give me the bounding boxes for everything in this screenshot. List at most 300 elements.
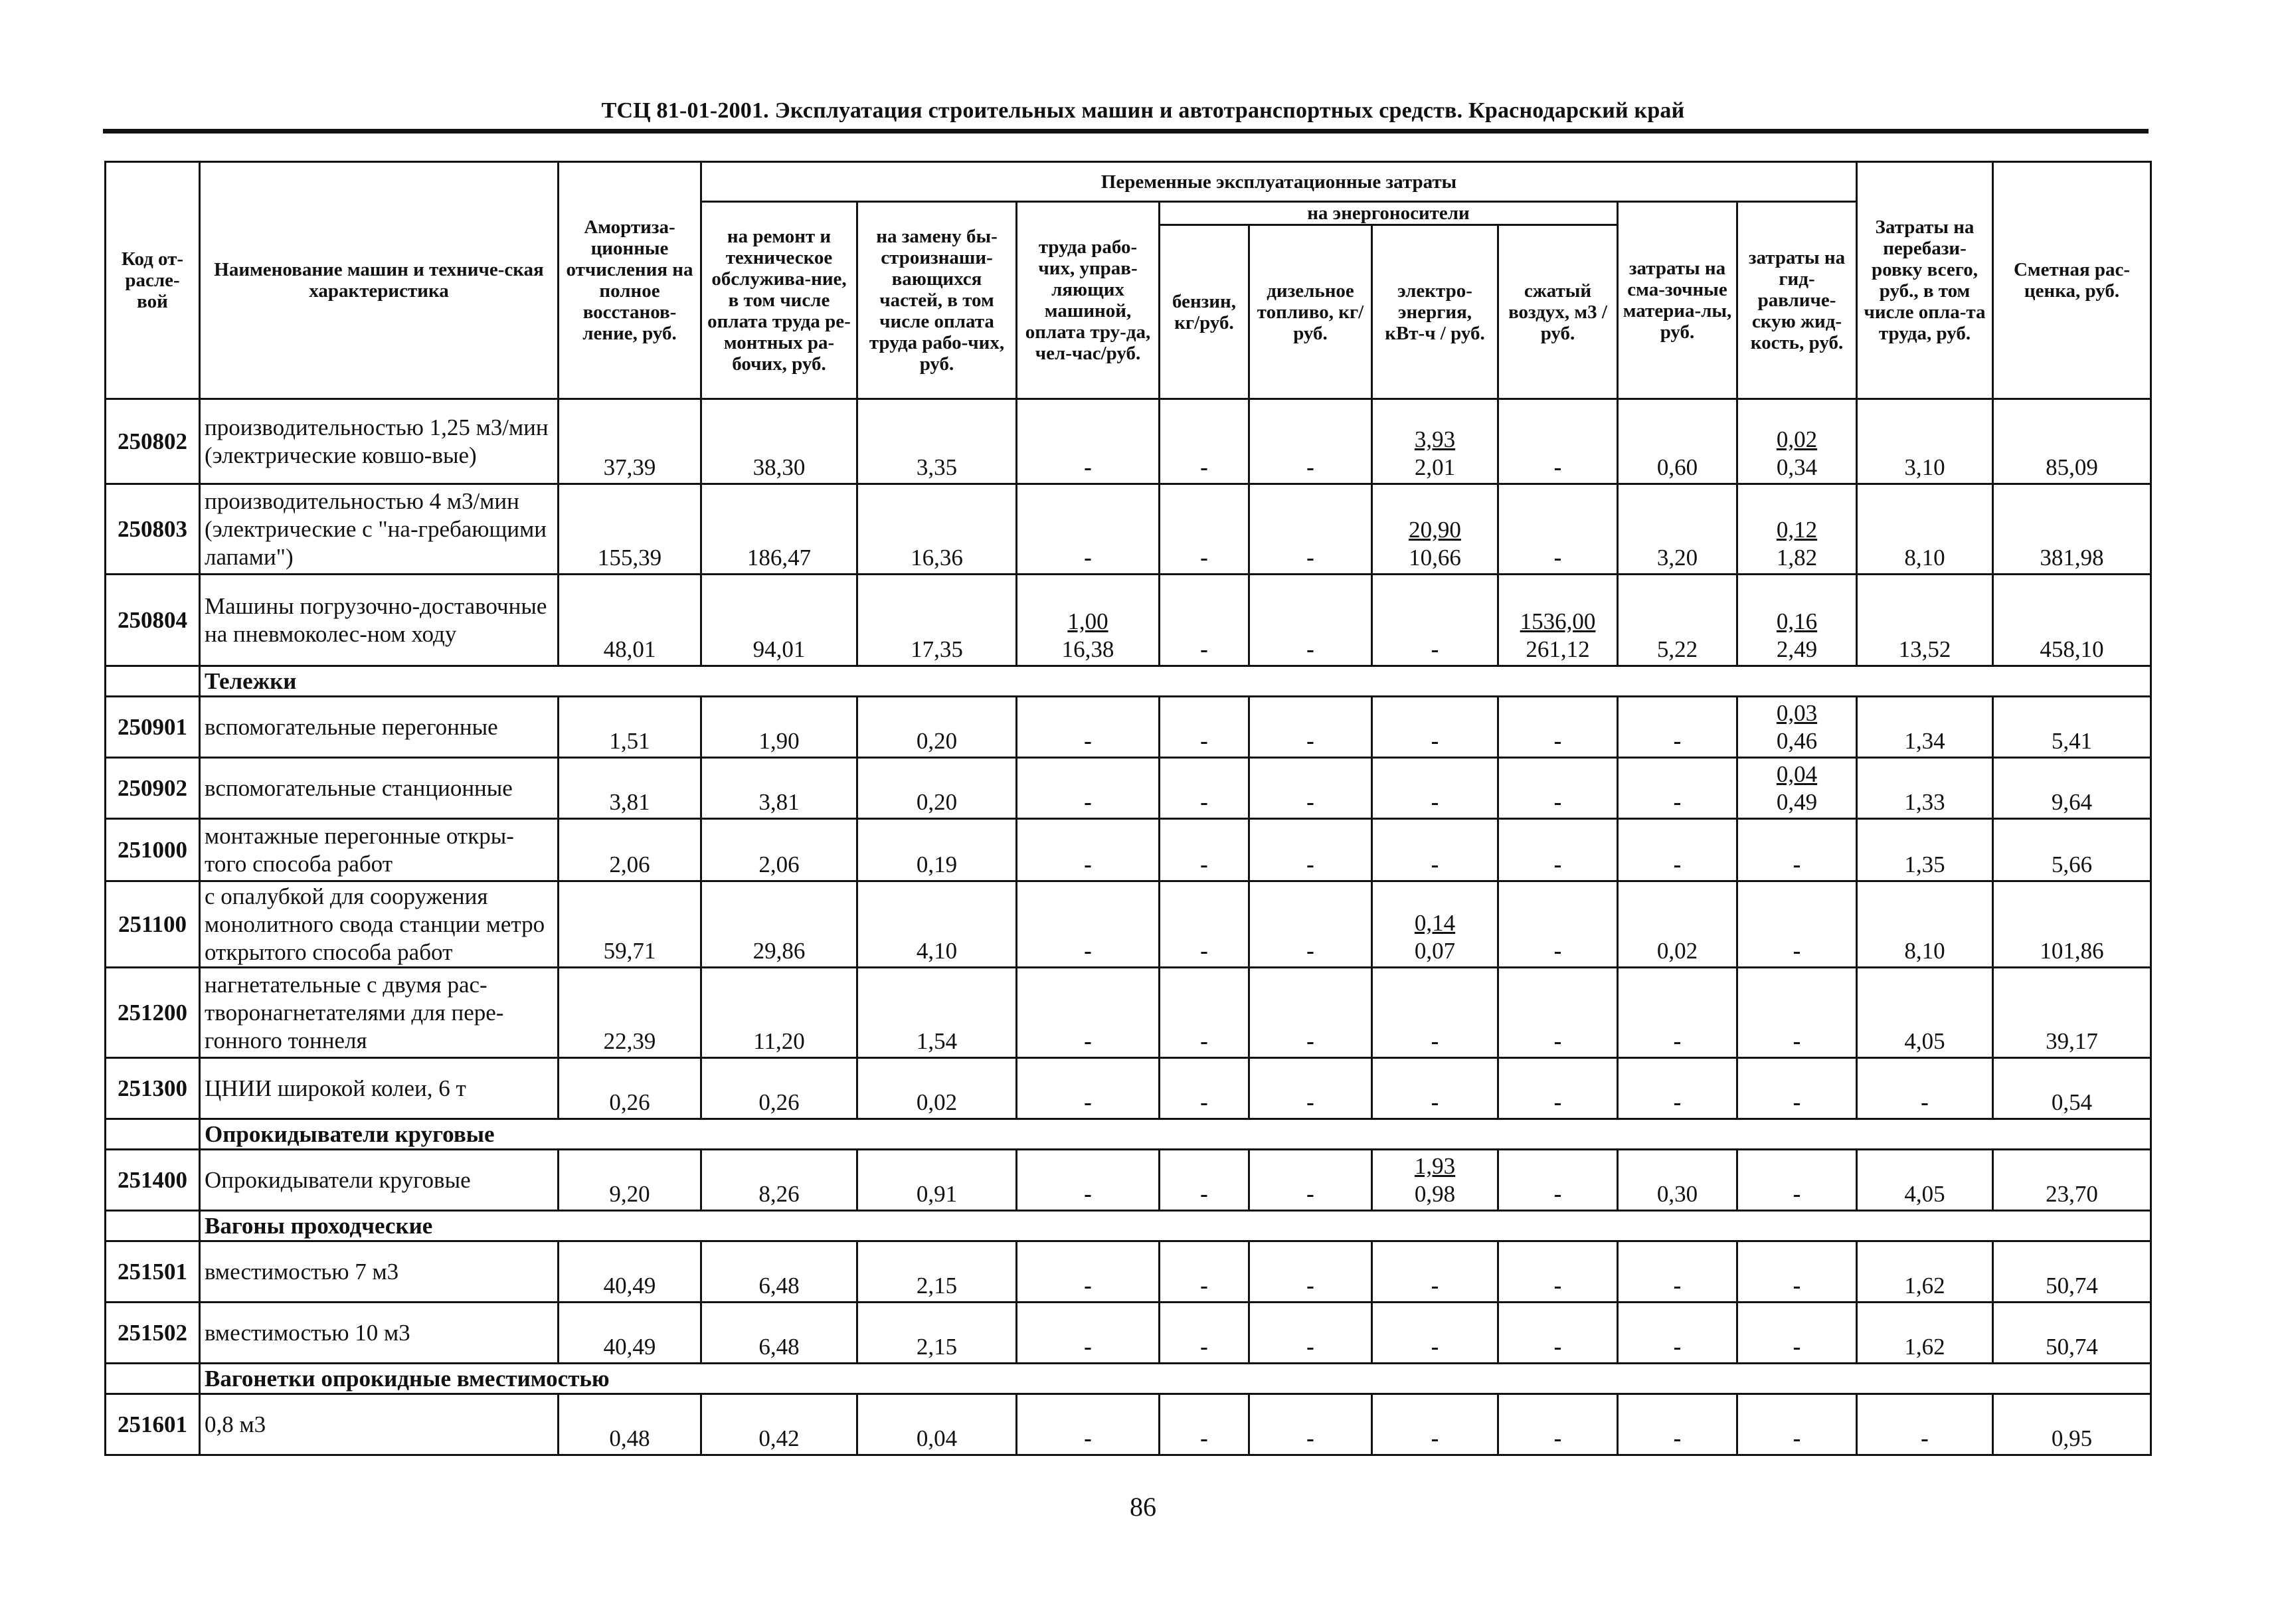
cell-hydraulic [1737, 819, 1857, 881]
cell-value: 0,91 [916, 1181, 958, 1207]
cell-value: - [1306, 728, 1314, 754]
cell-value: - [1553, 1425, 1562, 1451]
cell-value: 6,48 [758, 1273, 800, 1299]
cell-code: 251200 [106, 968, 200, 1058]
cell-value: 458,10 [2040, 636, 2104, 662]
cell-value: - [1306, 852, 1314, 877]
table-row [106, 1241, 2151, 1303]
cell-value: - [1200, 1028, 1208, 1054]
cell-relocation [1857, 881, 1993, 968]
cell-petrol [1160, 1303, 1249, 1364]
cell-name: производительностью 4 м3/мин (электрические с "на-гребающими лапами") [200, 484, 559, 575]
cell-value: 9,20 [609, 1181, 650, 1207]
cost-value: 10,66 [1409, 545, 1461, 571]
cell-value: - [1793, 1425, 1801, 1451]
cell-diesel [1249, 1150, 1372, 1211]
cell-amort [559, 484, 701, 575]
cell-repair [701, 819, 857, 881]
cell-value: 0,19 [916, 852, 958, 877]
cell-value: 1,35 [1904, 852, 1945, 877]
cell-value: - [1306, 636, 1314, 662]
cell-value: 94,01 [752, 636, 806, 662]
cell-estimate [1993, 399, 2151, 484]
cell-value: 1,54 [916, 1028, 958, 1054]
cell-value: - [1084, 545, 1092, 571]
cell-value: 1,62 [1904, 1273, 1945, 1299]
cell-value: - [1793, 938, 1801, 964]
cell-value: - [1200, 636, 1208, 662]
cell-value: - [1793, 1028, 1801, 1054]
cell-value: 13,52 [1898, 636, 1951, 662]
cell-estimate [1993, 1394, 2151, 1455]
cell-value: 2,15 [916, 1273, 958, 1299]
cell-labor [1017, 819, 1160, 881]
cell-value: - [1673, 1334, 1682, 1360]
cell-hydraulic [1737, 1303, 1857, 1364]
cell-diesel [1249, 575, 1372, 666]
table-row [106, 881, 2151, 968]
cell-value: - [1200, 1089, 1208, 1115]
cost-value: 16,38 [1061, 636, 1114, 662]
cell-value: 0,30 [1656, 1181, 1698, 1207]
norm-value: 0,03 [1776, 700, 1818, 726]
cell-relocation [1857, 1394, 1993, 1455]
section-title: Тележки [200, 666, 2151, 697]
cell-diesel [1249, 1241, 1372, 1303]
cell-relocation [1857, 399, 1993, 484]
table-row [106, 968, 2151, 1058]
cell-code: 250803 [106, 484, 200, 575]
cell-name: вспомогательные станционные [200, 758, 559, 819]
norm-value: 0,12 [1776, 517, 1818, 543]
cell-repair [701, 1058, 857, 1119]
cell-value: 5,66 [2051, 852, 2093, 877]
page-number: 86 [1130, 1492, 1156, 1522]
cell-repair [701, 1241, 857, 1303]
cell-name: монтажные перегонные откры-того способа работ [200, 819, 559, 881]
cell-estimate [1993, 1241, 2151, 1303]
cell-estimate [1993, 1150, 2151, 1211]
cost-value: 0,98 [1414, 1181, 1456, 1207]
cell-value: 0,20 [916, 728, 958, 754]
cell-parts [857, 1241, 1017, 1303]
cell-value: 3,10 [1904, 454, 1945, 480]
cell-hydraulic [1737, 484, 1857, 575]
cell-value: - [1673, 1089, 1682, 1115]
cell-value: 186,47 [747, 545, 812, 571]
cell-value: - [1084, 938, 1092, 964]
cell-value: - [1200, 1425, 1208, 1451]
cell-value: - [1553, 1181, 1562, 1207]
cell-air [1498, 758, 1618, 819]
cell-parts [857, 968, 1017, 1058]
cell-lubricants [1618, 1303, 1737, 1364]
cell-relocation [1857, 819, 1993, 881]
cell-value: 4,05 [1904, 1028, 1945, 1054]
cell-repair [701, 1150, 857, 1211]
cell-relocation [1857, 1241, 1993, 1303]
cell-repair [701, 758, 857, 819]
cell-parts [857, 484, 1017, 575]
cell-value: 23,70 [2046, 1181, 2098, 1207]
cell-estimate [1993, 968, 2151, 1058]
cell-value: - [1673, 1425, 1682, 1451]
cell-electric [1372, 968, 1498, 1058]
cell-relocation [1857, 968, 1993, 1058]
cell-value: - [1553, 1334, 1562, 1360]
cell-hydraulic [1737, 1241, 1857, 1303]
cell-amort [559, 968, 701, 1058]
cell-hydraulic [1737, 1394, 1857, 1455]
norm-value: 20,90 [1409, 517, 1461, 543]
cell-parts [857, 819, 1017, 881]
cell-parts [857, 697, 1017, 758]
cell-value: 1,62 [1904, 1334, 1945, 1360]
cell-hydraulic [1737, 758, 1857, 819]
cell-petrol [1160, 758, 1249, 819]
cell-labor [1017, 1394, 1160, 1455]
cell-value: 9,64 [2051, 789, 2093, 815]
cell-value: 59,71 [603, 938, 656, 964]
cell-electric [1372, 1150, 1498, 1211]
cell-lubricants [1618, 819, 1737, 881]
cell-value: - [1431, 1425, 1439, 1451]
table-row [106, 399, 2151, 484]
col-header-diesel: дизельное топливо, кг/руб. [1249, 225, 1372, 399]
cell-value: - [1793, 1273, 1801, 1299]
col-header-energy-group: на энергоносители [1160, 202, 1618, 225]
norm-value: 0,16 [1776, 608, 1818, 634]
cell-value: 38,30 [752, 454, 806, 480]
cell-value: 0,95 [2051, 1425, 2093, 1451]
cell-value: - [1553, 728, 1562, 754]
cell-parts [857, 881, 1017, 968]
cell-value: - [1306, 1334, 1314, 1360]
cell-value: - [1553, 1089, 1562, 1115]
col-header-hydraulic: затраты на гид-равличе-скую жид-кость, руб. [1737, 202, 1857, 399]
cell-value: - [1431, 636, 1439, 662]
cell-estimate [1993, 1303, 2151, 1364]
cell-value: - [1200, 1334, 1208, 1360]
cell-value: 0,04 [916, 1425, 958, 1451]
cell-hydraulic [1737, 399, 1857, 484]
cell-labor [1017, 399, 1160, 484]
cell-name: вместимостью 7 м3 [200, 1241, 559, 1303]
cell-labor [1017, 575, 1160, 666]
table-row [106, 1394, 2151, 1455]
table-row [106, 819, 2151, 881]
cell-relocation [1857, 1303, 1993, 1364]
cell-amort [559, 881, 701, 968]
cell-value: - [1673, 852, 1682, 877]
cell-value: 39,17 [2046, 1028, 2098, 1054]
cell-value: 2,06 [609, 852, 650, 877]
cell-labor [1017, 758, 1160, 819]
cell-name: вспомогательные перегонные [200, 697, 559, 758]
cell-value: - [1673, 789, 1682, 815]
cell-air [1498, 575, 1618, 666]
cell-repair [701, 1394, 857, 1455]
cell-hydraulic [1737, 1058, 1857, 1119]
cell-value: 8,10 [1904, 545, 1945, 571]
cell-value: 17,35 [911, 636, 963, 662]
cell-value: 4,05 [1904, 1181, 1945, 1207]
col-header-air: сжатый воздух, м3 / руб. [1498, 225, 1618, 399]
cell-lubricants [1618, 697, 1737, 758]
cell-estimate [1993, 758, 2151, 819]
cell-value: - [1431, 1089, 1439, 1115]
cell-value: 8,10 [1904, 938, 1945, 964]
cell-amort [559, 575, 701, 666]
table-body [106, 399, 2151, 1455]
section-row [106, 1364, 2151, 1394]
cell-value: - [1431, 1028, 1439, 1054]
cell-hydraulic [1737, 697, 1857, 758]
section-code-blank [106, 1364, 200, 1394]
cell-value: - [1306, 545, 1314, 571]
col-header-name: Наименование машин и техниче-ская характеристика [200, 162, 559, 399]
cell-electric [1372, 1241, 1498, 1303]
cell-labor [1017, 697, 1160, 758]
cell-air [1498, 1394, 1618, 1455]
cell-electric [1372, 399, 1498, 484]
cell-value: 50,74 [2046, 1334, 2098, 1360]
cell-lubricants [1618, 758, 1737, 819]
cost-value: 261,12 [1526, 636, 1590, 662]
cell-diesel [1249, 484, 1372, 575]
cell-value: 0,02 [916, 1089, 958, 1115]
cell-value: - [1084, 1181, 1092, 1207]
cell-diesel [1249, 399, 1372, 484]
cell-hydraulic [1737, 881, 1857, 968]
cell-value: - [1200, 728, 1208, 754]
cell-petrol [1160, 1058, 1249, 1119]
cell-petrol [1160, 1241, 1249, 1303]
section-code-blank [106, 1211, 200, 1241]
table-row [106, 484, 2151, 575]
cell-parts [857, 399, 1017, 484]
table-row [106, 758, 2151, 819]
cell-relocation [1857, 484, 1993, 575]
cell-name: Опрокидыватели круговые [200, 1150, 559, 1211]
cell-value: 0,02 [1656, 938, 1698, 964]
cell-petrol [1160, 575, 1249, 666]
cell-value: - [1200, 454, 1208, 480]
cell-electric [1372, 758, 1498, 819]
table-row [106, 1150, 2151, 1211]
cell-value: 0,26 [758, 1089, 800, 1115]
col-header-petrol: бензин, кг/руб. [1160, 225, 1249, 399]
cell-value: 3,81 [609, 789, 650, 815]
norm-value: 0,04 [1776, 761, 1818, 787]
cell-parts [857, 1058, 1017, 1119]
cell-labor [1017, 484, 1160, 575]
cell-repair [701, 881, 857, 968]
cell-labor [1017, 968, 1160, 1058]
cell-name: с опалубкой для сооружения монолитного свода станции метро открытого способа работ [200, 881, 559, 968]
table-row [106, 575, 2151, 666]
cell-lubricants [1618, 399, 1737, 484]
cell-repair [701, 575, 857, 666]
cell-value: - [1084, 1425, 1092, 1451]
cell-value: 5,22 [1656, 636, 1698, 662]
norm-value: 1,93 [1414, 1153, 1456, 1179]
cell-value: - [1921, 1425, 1929, 1451]
cell-diesel [1249, 758, 1372, 819]
cell-value: - [1306, 938, 1314, 964]
cell-value: - [1673, 728, 1682, 754]
cell-value: - [1306, 1028, 1314, 1054]
cell-value: - [1306, 1181, 1314, 1207]
cell-electric [1372, 819, 1498, 881]
cell-amort [559, 1058, 701, 1119]
cell-code: 250804 [106, 575, 200, 666]
cell-parts [857, 575, 1017, 666]
cell-code: 251601 [106, 1394, 200, 1455]
cell-value: 40,49 [603, 1334, 656, 1360]
cell-value: - [1084, 1273, 1092, 1299]
col-header-labor: труда рабо-чих, управ-ляющих машиной, оплата тру-да, чел-час/руб. [1017, 202, 1160, 399]
cell-petrol [1160, 968, 1249, 1058]
cost-value: 0,46 [1776, 728, 1818, 754]
cell-value: 48,01 [603, 636, 656, 662]
cell-value: - [1553, 1273, 1562, 1299]
cell-value: - [1553, 1028, 1562, 1054]
cell-petrol [1160, 881, 1249, 968]
cost-value: 1,82 [1776, 545, 1818, 571]
cell-value: 3,81 [758, 789, 800, 815]
cost-value: 0,07 [1414, 938, 1456, 964]
cell-code: 251502 [106, 1303, 200, 1364]
col-header-estimate: Сметная рас-ценка, руб. [1993, 162, 2151, 399]
cell-value: 1,33 [1904, 789, 1945, 815]
cell-value: 6,48 [758, 1334, 800, 1360]
cell-value: 22,39 [603, 1028, 656, 1054]
section-code-blank [106, 1119, 200, 1150]
cell-value: - [1431, 728, 1439, 754]
cell-value: - [1553, 545, 1562, 571]
cell-value: 4,10 [916, 938, 958, 964]
cell-lubricants [1618, 881, 1737, 968]
cell-parts [857, 1150, 1017, 1211]
cell-air [1498, 968, 1618, 1058]
cell-hydraulic [1737, 968, 1857, 1058]
cell-value: 40,49 [603, 1273, 656, 1299]
cell-repair [701, 968, 857, 1058]
cell-lubricants [1618, 1394, 1737, 1455]
cell-lubricants [1618, 1058, 1737, 1119]
cell-repair [701, 697, 857, 758]
section-code-blank [106, 666, 200, 697]
cell-value: 381,98 [2040, 545, 2104, 571]
cell-parts [857, 1394, 1017, 1455]
cell-value: - [1200, 1273, 1208, 1299]
header-rule [103, 129, 2149, 134]
cell-value: - [1306, 454, 1314, 480]
cell-estimate [1993, 819, 2151, 881]
cell-value: 1,51 [609, 728, 650, 754]
cell-code: 251100 [106, 881, 200, 968]
cell-value: - [1431, 1273, 1439, 1299]
cell-value: - [1553, 852, 1562, 877]
cell-relocation [1857, 575, 1993, 666]
cell-amort [559, 1150, 701, 1211]
cell-petrol [1160, 1150, 1249, 1211]
cell-electric [1372, 697, 1498, 758]
cell-lubricants [1618, 575, 1737, 666]
cost-value: 2,01 [1414, 454, 1456, 480]
cell-value: - [1200, 545, 1208, 571]
cell-code: 250902 [106, 758, 200, 819]
cell-value: 8,26 [758, 1181, 800, 1207]
cell-value: - [1200, 1181, 1208, 1207]
cell-electric [1372, 575, 1498, 666]
cell-amort [559, 1303, 701, 1364]
cell-diesel [1249, 1394, 1372, 1455]
cell-air [1498, 484, 1618, 575]
cell-value: - [1431, 1334, 1439, 1360]
cell-value: - [1084, 1089, 1092, 1115]
cell-electric [1372, 1303, 1498, 1364]
cell-value: 0,60 [1656, 454, 1698, 480]
cell-name: вместимостью 10 м3 [200, 1303, 559, 1364]
col-header-repair: на ремонт и техническое обслужива-ние, в том числе оплата труда ре-монтных ра-бочих, руб. [701, 202, 857, 399]
cell-lubricants [1618, 484, 1737, 575]
cell-value: 50,74 [2046, 1273, 2098, 1299]
norm-value: 3,93 [1414, 426, 1456, 452]
cell-parts [857, 1303, 1017, 1364]
cell-code: 251300 [106, 1058, 200, 1119]
cell-amort [559, 758, 701, 819]
cell-code: 250802 [106, 399, 200, 484]
cell-value: 0,20 [916, 789, 958, 815]
cell-petrol [1160, 399, 1249, 484]
section-row [106, 1211, 2151, 1241]
cell-labor [1017, 1150, 1160, 1211]
cell-value: - [1793, 852, 1801, 877]
section-row [106, 1119, 2151, 1150]
cell-labor [1017, 1241, 1160, 1303]
cell-labor [1017, 1058, 1160, 1119]
cell-value: 0,26 [609, 1089, 650, 1115]
cell-value: 155,39 [597, 545, 662, 571]
cell-value: 1,34 [1904, 728, 1945, 754]
cell-value: - [1921, 1089, 1929, 1115]
col-header-code: Код от-расле-вой [106, 162, 200, 399]
cell-value: - [1431, 852, 1439, 877]
section-title: Вагоны проходческие [200, 1211, 2151, 1241]
cell-air [1498, 1150, 1618, 1211]
cell-labor [1017, 881, 1160, 968]
cell-diesel [1249, 819, 1372, 881]
norm-value: 1536,00 [1520, 608, 1596, 634]
cell-estimate [1993, 881, 2151, 968]
cell-value: - [1673, 1273, 1682, 1299]
cell-value: 101,86 [2040, 938, 2104, 964]
cost-value: 0,34 [1776, 454, 1818, 480]
cell-value: - [1200, 938, 1208, 964]
cell-estimate [1993, 697, 2151, 758]
document-header: ТСЦ 81-01-2001. Эксплуатация строительных машин и автотранспортных средств. Краснодарский край [601, 98, 1685, 123]
cell-value: 0,48 [609, 1425, 650, 1451]
cost-table [104, 161, 2152, 1456]
cell-diesel [1249, 881, 1372, 968]
cell-estimate [1993, 484, 2151, 575]
cell-electric [1372, 1058, 1498, 1119]
cell-petrol [1160, 697, 1249, 758]
cell-code: 250901 [106, 697, 200, 758]
cell-air [1498, 697, 1618, 758]
